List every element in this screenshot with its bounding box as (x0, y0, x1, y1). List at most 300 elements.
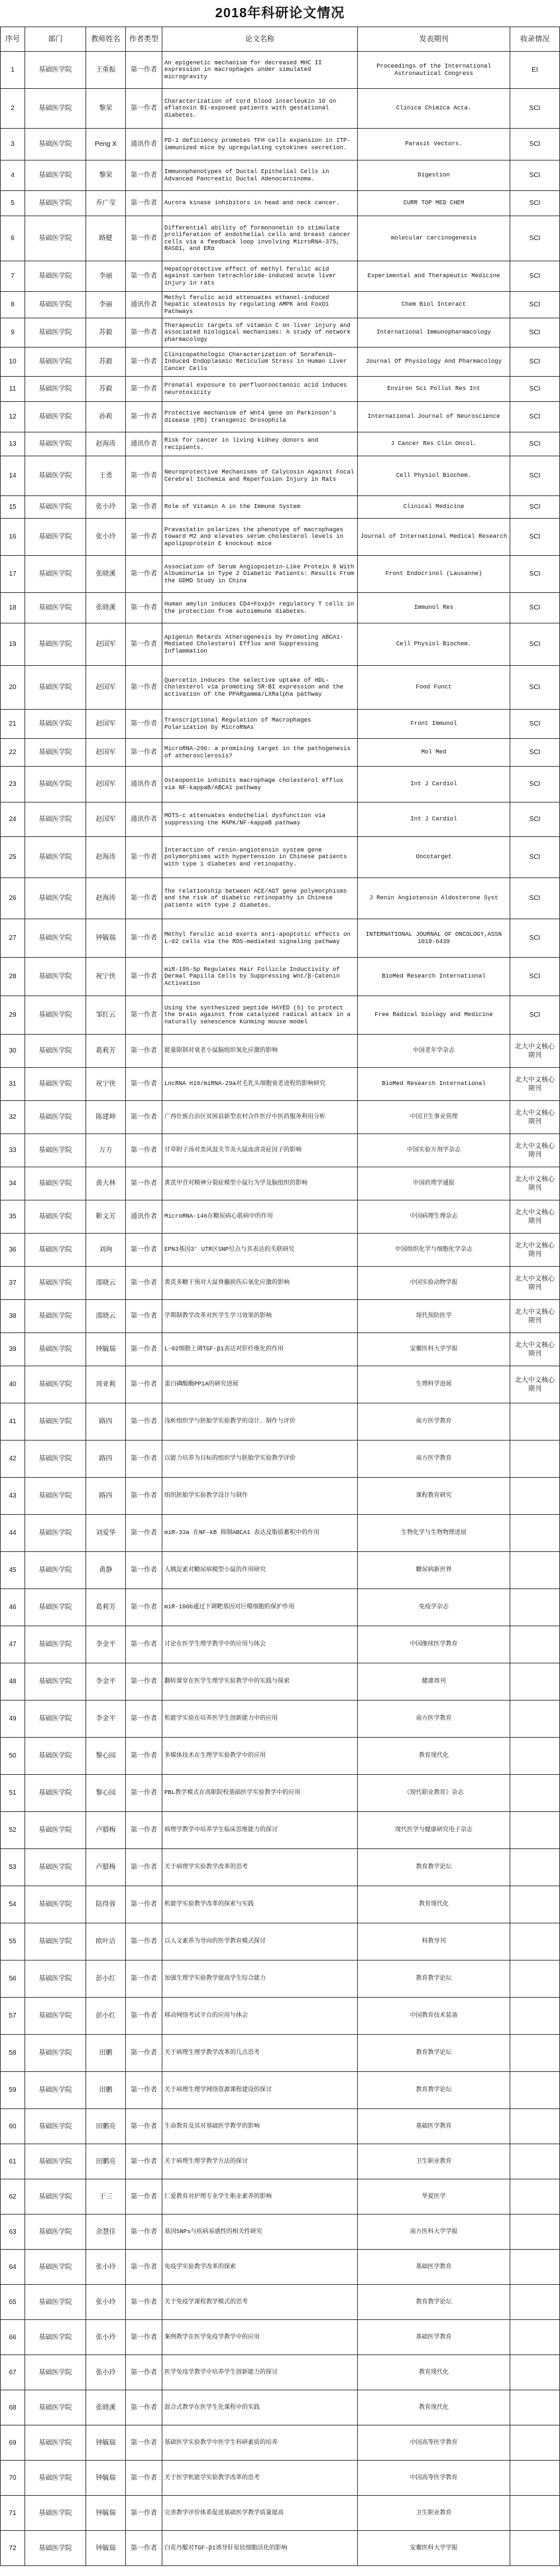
teacher-name: 赵海涛 (86, 432, 126, 456)
teacher-name: 张小玲 (86, 2320, 126, 2355)
table-row (0, 2531, 560, 2566)
table-row (0, 1267, 560, 1300)
department: 基础医学院 (25, 1478, 86, 1515)
indexing-status (510, 1478, 560, 1515)
paper-title: 学期制教学改革对医学生学习效果的影响 (162, 1300, 358, 1333)
journal-name: 中国卫生事业管理 (358, 1101, 510, 1134)
teacher-name: 邵晓云 (86, 1300, 126, 1333)
indexing-status: SCI (510, 767, 560, 803)
row-number: 12 (0, 402, 25, 432)
row-number: 42 (0, 1441, 25, 1478)
journal-name: Front Endocrinol (Lausanne) (358, 556, 510, 593)
indexing-status (510, 1775, 560, 1812)
journal-name: 安徽医科大学学报 (358, 2531, 510, 2566)
teacher-name: 苏毅 (86, 318, 126, 348)
table-row (0, 803, 560, 837)
row-number: 14 (0, 456, 25, 496)
table-row (0, 496, 560, 519)
paper-title: Transcriptional Regulation of Macrophages Polarization by MicroRNAs (162, 710, 358, 739)
department: 基础医学院 (25, 2072, 86, 2109)
indexing-status (510, 1961, 560, 1998)
journal-name: 生理科学进展 (358, 1366, 510, 1403)
paper-title: Human amylin induces CD4+Foxp3+ regulatory T cells in the protection from autoimmune diabetes. (162, 593, 358, 623)
department: 基础医学院 (25, 1267, 86, 1300)
indexing-status: SCI (510, 292, 560, 318)
journal-name: INTERNATIONAL JOURNAL OF ONCOLOGY,ASSN 1019-6439 (358, 919, 510, 958)
indexing-status: SCI (510, 261, 560, 292)
department: 基础医学院 (25, 1998, 86, 2035)
author-type: 第一作者 (126, 1998, 162, 2035)
indexing-status: SCI (510, 739, 560, 767)
row-number: 53 (0, 1849, 25, 1886)
author-type: 第一作者 (126, 216, 162, 261)
department: 基础医学院 (25, 2531, 86, 2566)
teacher-name: 祝宁侠 (86, 958, 126, 996)
indexing-status (510, 1589, 560, 1626)
teacher-name: 刘爱华 (86, 1515, 126, 1552)
table-row (0, 919, 560, 958)
paper-title: 基因SNPs与疾病易感性的相关性研究 (162, 2215, 358, 2250)
teacher-name: 苏毅 (86, 348, 126, 377)
indexing-status: SCI (510, 432, 560, 456)
paper-title: LncRNA H19/miRNA-29a对毛乳头细胞衰老进程的影响研究 (162, 1068, 358, 1101)
journal-name: 基础医学教育 (358, 2109, 510, 2144)
author-type: 第一作者 (126, 2109, 162, 2144)
table-row (0, 1200, 560, 1234)
paper-title: 生命教育及其对基础医学教学的影响 (162, 2109, 358, 2144)
indexing-status: SCI (510, 402, 560, 432)
department: 基础医学院 (25, 767, 86, 803)
department: 基础医学院 (25, 1200, 86, 1234)
author-type: 第一作者 (126, 2390, 162, 2425)
table-row (0, 593, 560, 623)
row-number: 17 (0, 556, 25, 593)
paper-title: 基础医学实验教学中医学生科研素质的培养 (162, 2425, 358, 2461)
paper-title: 案例教学在医学免疫学教学中的应用 (162, 2320, 358, 2355)
journal-name: Int J Cardiol (358, 767, 510, 803)
department: 基础医学院 (25, 1366, 86, 1403)
paper-title: 白花丹醌对TGF-β1诱导肝星状细胞活化的影响 (162, 2531, 358, 2566)
author-type: 第一作者 (126, 1812, 162, 1849)
indexing-status: 北大中文核心期刊 (510, 1300, 560, 1333)
header-number: 序号 (0, 27, 25, 52)
department: 基础医学院 (25, 1775, 86, 1812)
table-row (0, 1998, 560, 2035)
paper-title: PD-1 deficiency promotes TFH cells expansion in ITP-immunized mice by upregulating cytokines secretion. (162, 129, 358, 161)
teacher-name: 陆得蓉 (86, 1886, 126, 1923)
teacher-name: 万方 (86, 1134, 126, 1167)
department: 基础医学院 (25, 2461, 86, 2496)
paper-title: 蛋白磷酸酶PP1A的研究进展 (162, 1366, 358, 1403)
author-type: 第一作者 (126, 1441, 162, 1478)
author-type: 第一作者 (126, 1552, 162, 1589)
row-number: 2 (0, 89, 25, 129)
indexing-status (510, 2215, 560, 2250)
author-type: 第一作者 (126, 1478, 162, 1515)
row-number: 46 (0, 1589, 25, 1626)
journal-name: Journal Of Physiology And Pharmacology (358, 348, 510, 377)
paper-title: 人胰淀素对糖尿病模型小鼠的作用研究 (162, 1552, 358, 1589)
indexing-status: 北大中文核心期刊 (510, 1200, 560, 1234)
row-number: 32 (0, 1101, 25, 1134)
indexing-status (510, 1886, 560, 1923)
author-type: 第一作者 (126, 519, 162, 556)
row-number: 71 (0, 2496, 25, 2531)
row-number: 6 (0, 216, 25, 261)
teacher-name: 赵国军 (86, 739, 126, 767)
table-row (0, 1775, 560, 1812)
row-number: 22 (0, 739, 25, 767)
author-type: 第一作者 (126, 1775, 162, 1812)
row-number: 37 (0, 1267, 25, 1300)
teacher-name: 葛莉芳 (86, 1035, 126, 1068)
department: 基础医学院 (25, 1035, 86, 1068)
paper-title: 关于免疫学课程教学模式的思考 (162, 2285, 358, 2320)
indexing-status: SCI (510, 161, 560, 191)
department: 基础医学院 (25, 318, 86, 348)
paper-title: Apigenin Retards Atherogenesis by Promoting ABCA1-Mediated Cholesterol Efflux and Suppressing Inflammation (162, 623, 358, 666)
author-type: 第一作者 (126, 1300, 162, 1333)
journal-name: 基础医学教育 (358, 2250, 510, 2285)
department: 基础医学院 (25, 710, 86, 739)
department: 基础医学院 (25, 1403, 86, 1441)
journal-name: 科教导刊 (358, 1923, 510, 1961)
journal-name: 中国组织化学与细胞化学杂志 (358, 1234, 510, 1267)
table-row (0, 2320, 560, 2355)
paper-title: Using the synthesized peptide HAYED (5) to protect the brain against from catalyzed radical attack in a naturally senescence Kunming mouse model (162, 996, 358, 1035)
department: 基础医学院 (25, 402, 86, 432)
indexing-status: 北大中文核心期刊 (510, 1134, 560, 1167)
journal-name: 中国高等医学教育 (358, 2425, 510, 2461)
teacher-name: 钟毓瑞 (86, 2461, 126, 2496)
journal-name: 华夏医学 (358, 2179, 510, 2215)
teacher-name: 赵国军 (86, 710, 126, 739)
teacher-name: 葛莉芳 (86, 1589, 126, 1626)
journal-name: Chem Biol Interact (358, 292, 510, 318)
author-type: 第一作者 (126, 1961, 162, 1998)
paper-title: 多媒体技术在生理学实验教学中的应用 (162, 1738, 358, 1775)
row-number: 48 (0, 1663, 25, 1701)
teacher-name: 钟毓瑞 (86, 2425, 126, 2461)
journal-name: Immunol Res (358, 593, 510, 623)
indexing-status: SCI (510, 958, 560, 996)
indexing-status (510, 1552, 560, 1589)
paper-title: miR-33a 在NF-kB 抑制ABCA1 表达及脂质蓄积中的作用 (162, 1515, 358, 1552)
department: 基础医学院 (25, 129, 86, 161)
department: 基础医学院 (25, 2496, 86, 2531)
journal-name: 现代医学与健康研究电子杂志 (358, 1812, 510, 1849)
indexing-status (510, 2144, 560, 2179)
row-number: 52 (0, 1812, 25, 1849)
paper-title: Differential ability of formononetin to stimulate proliferation of endothelial cells and breast cancer cells via a feedback loop involving MicroRNA-375, RASD1, and ERα (162, 216, 358, 261)
teacher-name: 张小玲 (86, 2250, 126, 2285)
author-type: 第一作者 (126, 1738, 162, 1775)
department: 基础医学院 (25, 1134, 86, 1167)
author-type: 第一作者 (126, 1626, 162, 1663)
indexing-status: 北大中文核心期刊 (510, 1267, 560, 1300)
department: 基础医学院 (25, 52, 86, 89)
indexing-status: 北大中文核心期刊 (510, 1234, 560, 1267)
indexing-status: SCI (510, 318, 560, 348)
indexing-status: SCI (510, 710, 560, 739)
teacher-name: 田鹏 (86, 2035, 126, 2072)
department: 基础医学院 (25, 2425, 86, 2461)
department: 基础医学院 (25, 623, 86, 666)
paper-title: Aurora kinase inhibitors in head and neck cancer. (162, 191, 358, 216)
journal-name: J Renin Angiotensin Aldosterone Syst (358, 878, 510, 919)
paper-title: 仁爱教育对护理专业学生职业素养的影响 (162, 2179, 358, 2215)
indexing-status (510, 2461, 560, 2496)
department: 基础医学院 (25, 958, 86, 996)
author-type: 第一作者 (126, 2179, 162, 2215)
author-type: 第一作者 (126, 1267, 162, 1300)
indexing-status (510, 2355, 560, 2390)
row-number: 15 (0, 496, 25, 519)
paper-title: 组织胚胎学实验教学设计与制作 (162, 1478, 358, 1515)
indexing-status (510, 2496, 560, 2531)
author-type: 第一作者 (126, 2250, 162, 2285)
row-number: 35 (0, 1200, 25, 1234)
author-type: 第一作者 (126, 2072, 162, 2109)
indexing-status (510, 1849, 560, 1886)
department: 基础医学院 (25, 2215, 86, 2250)
table-row (0, 519, 560, 556)
header-author-type: 作者类型 (126, 27, 162, 52)
paper-title: Methyl ferulic acid attenuates ethanol-induced hepatic steatosis by regulating AMPK and FoxO1 Pathways (162, 292, 358, 318)
table-row (0, 261, 560, 292)
indexing-status: SCI (510, 919, 560, 958)
author-type: 第一作者 (126, 1701, 162, 1738)
teacher-name: 彭小红 (86, 1998, 126, 2035)
journal-name: Clinica Chimica Acta. (358, 89, 510, 129)
teacher-name: 卢腊梅 (86, 1812, 126, 1849)
table-row (0, 402, 560, 432)
teacher-name: 李丽 (86, 292, 126, 318)
table-row (0, 2390, 560, 2425)
paper-title: Role of Vitamin A in the Immune System (162, 496, 358, 519)
journal-name: 课程教育研究 (358, 1478, 510, 1515)
author-type: 第一作者 (126, 52, 162, 89)
author-type: 第一作者 (126, 1101, 162, 1134)
indexing-status (510, 1812, 560, 1849)
row-number: 26 (0, 878, 25, 919)
row-number: 45 (0, 1552, 25, 1589)
row-number: 47 (0, 1626, 25, 1663)
paper-title: MicroRNA-146在糖尿病心肌病中的作用 (162, 1200, 358, 1234)
journal-name: BioMed Research International (358, 1068, 510, 1101)
indexing-status (510, 1701, 560, 1738)
row-number: 29 (0, 996, 25, 1035)
row-number: 59 (0, 2072, 25, 2109)
table-row (0, 1366, 560, 1403)
indexing-status: 北大中文核心期刊 (510, 1333, 560, 1366)
paper-title: 甘草附子汤对类风湿关节炎大鼠血清炎症因子的影响 (162, 1134, 358, 1167)
header-indexing: 收录情况 (510, 27, 560, 52)
teacher-name: 赵国军 (86, 767, 126, 803)
teacher-name: 张晓溪 (86, 2390, 126, 2425)
teacher-name: 赵海涛 (86, 837, 126, 878)
paper-title: Association of Serum Angiopoietin-Like Protein 8 With Albuminuria in Type 2 Diabetic Patients: Results From the GDMD Study in China (162, 556, 358, 593)
paper-title: 移动网络考试平台的应用与体会 (162, 1998, 358, 2035)
table-row (0, 2250, 560, 2285)
author-type: 第一作者 (126, 1923, 162, 1961)
row-number: 43 (0, 1478, 25, 1515)
journal-name: 南方医科大学学报 (358, 2215, 510, 2250)
department: 基础医学院 (25, 2355, 86, 2390)
paper-title: Pravastatin polarizes the phenotype of macrophages toward M2 and elevates serum cholesterol levels in apolipoprotein E knockout mice (162, 519, 358, 556)
table-row (0, 1101, 560, 1134)
row-number: 16 (0, 519, 25, 556)
table-row (0, 1552, 560, 1589)
teacher-name: 张小玲 (86, 519, 126, 556)
teacher-name: 余慧佳 (86, 2215, 126, 2250)
table-row (0, 161, 560, 191)
journal-name: 现代预防医学 (358, 1300, 510, 1333)
teacher-name: 卢腊梅 (86, 1849, 126, 1886)
author-type: 第一作者 (126, 1167, 162, 1200)
row-number: 65 (0, 2285, 25, 2320)
journal-name: 教育教学论坛 (358, 1961, 510, 1998)
department: 基础医学院 (25, 803, 86, 837)
department: 基础医学院 (25, 1515, 86, 1552)
indexing-status: 北大中文核心期刊 (510, 1068, 560, 1101)
table-row (0, 996, 560, 1035)
author-type: 第一作者 (126, 958, 162, 996)
teacher-name: 苏毅 (86, 377, 126, 402)
journal-name: 南方医学教育 (358, 1441, 510, 1478)
paper-title: 浅析组织学与胚胎学实验教学的设计、制作与评价 (162, 1403, 358, 1441)
department: 基础医学院 (25, 2179, 86, 2215)
teacher-name: 路健 (86, 216, 126, 261)
journal-name: CURR TOP MED CHEM (358, 191, 510, 216)
indexing-status (510, 1738, 560, 1775)
indexing-status: SCI (510, 456, 560, 496)
author-type: 第一作者 (126, 837, 162, 878)
author-type: 第一作者 (126, 1849, 162, 1886)
row-number: 25 (0, 837, 25, 878)
department: 基础医学院 (25, 919, 86, 958)
author-type: 第一作者 (126, 496, 162, 519)
table-row (0, 129, 560, 161)
author-type: 通讯作者 (126, 129, 162, 161)
journal-name: 教育教学论坛 (358, 2035, 510, 2072)
author-type: 第一作者 (126, 1663, 162, 1701)
teacher-name: 王勇 (86, 456, 126, 496)
teacher-name: 张小玲 (86, 2285, 126, 2320)
table-row (0, 958, 560, 996)
journal-name: 教育现代化 (358, 2390, 510, 2425)
journal-name: Oncotarget (358, 837, 510, 878)
paper-title: 黄芪多糖干预对大鼠脊髓损伤后氧化应激的影响 (162, 1267, 358, 1300)
table-body (0, 52, 560, 2566)
journal-name: 卫生职业教育 (358, 2144, 510, 2179)
teacher-name: 路四 (86, 1403, 126, 1441)
department: 基础医学院 (25, 1626, 86, 1663)
table-row (0, 767, 560, 803)
teacher-name: 黎心园 (86, 1738, 126, 1775)
row-number: 18 (0, 593, 25, 623)
indexing-status: SCI (510, 593, 560, 623)
author-type: 第一作者 (126, 348, 162, 377)
indexing-status: SCI (510, 129, 560, 161)
paper-title: Therapeutic targets of vitamin C on liver injury and associated biological mechanisms: A study of network pharmacology (162, 318, 358, 348)
department: 基础医学院 (25, 1589, 86, 1626)
department: 基础医学院 (25, 1812, 86, 1849)
row-number: 63 (0, 2215, 25, 2250)
table-row (0, 52, 560, 89)
paper-title: 广西壮族自治区贫困县新型农村合作医疗中医药服务利用分析 (162, 1101, 358, 1134)
row-number: 51 (0, 1775, 25, 1812)
department: 基础医学院 (25, 2250, 86, 2285)
journal-name: 中国老年学杂志 (358, 1035, 510, 1068)
indexing-status: SCI (510, 348, 560, 377)
indexing-status: SCI (510, 803, 560, 837)
indexing-status (510, 1923, 560, 1961)
journal-name: 教育现代化 (358, 2355, 510, 2390)
journal-name: Front Immunol (358, 710, 510, 739)
paper-title: The relationship between ACE/AGT gene polymorphisms and the risk of diabetic retinopathy in Chinese patients with type 2 diabetes. (162, 878, 358, 919)
teacher-name: 李金平 (86, 1701, 126, 1738)
row-number: 36 (0, 1234, 25, 1267)
teacher-name: 乔广莹 (86, 191, 126, 216)
indexing-status: 北大中文核心期刊 (510, 1035, 560, 1068)
paper-title: 讨论在医学生理学教学中的应用与体会 (162, 1626, 358, 1663)
journal-name: 教育教学论坛 (358, 2285, 510, 2320)
table-row (0, 1068, 560, 1101)
table-row (0, 1701, 560, 1738)
teacher-name: 邵晓云 (86, 1267, 126, 1300)
table-row (0, 1478, 560, 1515)
row-number: 44 (0, 1515, 25, 1552)
department: 基础医学院 (25, 739, 86, 767)
journal-name: 中国病理生理杂志 (358, 1200, 510, 1234)
table-row (0, 318, 560, 348)
journal-name: 中国药理学通报 (358, 1167, 510, 1200)
table-header-row (0, 27, 560, 52)
paper-title: 免疫学实验教学改革的探索 (162, 2250, 358, 2285)
journal-name: 中国实验方剂学杂志 (358, 1134, 510, 1167)
indexing-status (510, 2320, 560, 2355)
author-type: 第一作者 (126, 593, 162, 623)
teacher-name: 田鹏亮 (86, 2109, 126, 2144)
author-type: 第一作者 (126, 377, 162, 402)
table-row (0, 377, 560, 402)
author-type: 第一作者 (126, 161, 162, 191)
header-department: 部门 (25, 27, 86, 52)
table-row (0, 1441, 560, 1478)
journal-name: 教育现代化 (358, 1886, 510, 1923)
teacher-name: Peng X (86, 129, 126, 161)
author-type: 第一作者 (126, 2320, 162, 2355)
indexing-status: 北大中文核心期刊 (510, 1101, 560, 1134)
journal-name: J Cancer Res Clin Oncol. (358, 432, 510, 456)
journal-name: 《现代职业教育》杂志 (358, 1775, 510, 1812)
author-type: 通讯作者 (126, 292, 162, 318)
author-type: 第一作者 (126, 402, 162, 432)
table-row (0, 216, 560, 261)
indexing-status (510, 2109, 560, 2144)
department: 基础医学院 (25, 2320, 86, 2355)
teacher-name: 黄大林 (86, 1167, 126, 1200)
row-number: 55 (0, 1923, 25, 1961)
department: 基础医学院 (25, 1167, 86, 1200)
table-row (0, 1035, 560, 1068)
row-number: 27 (0, 919, 25, 958)
department: 基础医学院 (25, 996, 86, 1035)
author-type: 第一作者 (126, 261, 162, 292)
indexing-status (510, 2425, 560, 2461)
author-type: 第一作者 (126, 1134, 162, 1167)
